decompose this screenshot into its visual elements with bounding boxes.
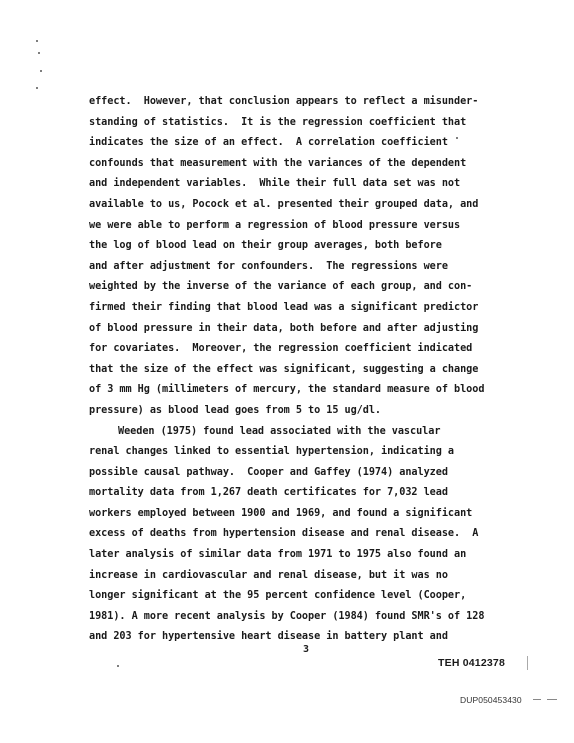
production-number: DUP050453430 (460, 695, 522, 705)
page-number: 3 (303, 644, 310, 655)
text-line: for covariates. Moreover, the regression coefficient indicated (89, 343, 473, 355)
scan-speck (117, 665, 119, 667)
scan-speck (40, 70, 42, 72)
scan-speck (456, 137, 458, 139)
text-line: later analysis of similar data from 1971 to 1975 also found an (89, 549, 467, 561)
text-line: of blood pressure in their data, both before and after adjusting (89, 322, 479, 334)
text-line: workers employed between 1900 and 1969, and found a significant (89, 507, 473, 519)
text-line: of 3 mm Hg (millimeters of mercury, the standard measure of blood (89, 384, 485, 396)
text-line: we were able to perform a regression of blood pressure versus (89, 219, 461, 231)
paragraph-first-line: Weeden (1975) found lead associated with the vascular (118, 425, 441, 437)
scan-speck (38, 52, 40, 54)
text-line: available to us, Pocock et al. presented their grouped data, and (89, 198, 479, 210)
text-line: that the size of the effect was significant, suggesting a change (89, 363, 479, 375)
text-line: and 203 for hypertensive heart disease in battery plant and (89, 631, 448, 643)
scan-speck (36, 40, 38, 42)
text-line: 1981). A more recent analysis by Cooper (1984) found SMR's of 128 (89, 610, 485, 622)
scan-dash-mark (533, 699, 541, 700)
text-line: and after adjustment for confounders. The regressions were (89, 260, 448, 272)
text-line: standing of statistics. It is the regression coefficient that (89, 116, 467, 128)
text-line: weighted by the inverse of the variance of each group, and con- (89, 281, 473, 293)
text-line: and independent variables. While their full data set was not (89, 178, 461, 190)
text-line: longer significant at the 95 percent confidence level (Cooper, (89, 590, 467, 602)
scan-bracket-mark (524, 656, 528, 670)
scan-speck (36, 87, 38, 89)
text-line: mortality data from 1,267 death certificates for 7,032 lead (89, 487, 448, 499)
scan-dash-mark (547, 699, 557, 700)
text-line: confounds that measurement with the variances of the dependent (89, 157, 467, 169)
body-text (89, 92, 499, 648)
text-line: possible causal pathway. Cooper and Gaffey (1974) analyzed (89, 466, 448, 478)
text-line: increase in cardiovascular and renal disease, but it was no (89, 569, 448, 581)
text-line: pressure) as blood lead goes from 5 to 15 ug/dl. (89, 404, 382, 416)
text-line: effect. However, that conclusion appears to reflect a misunder- (89, 96, 479, 107)
bates-number: TEH 0412378 (438, 657, 505, 669)
text-line: the log of blood lead on their group averages, both before (89, 240, 442, 252)
text-line: renal changes linked to essential hypertension, indicating a (89, 446, 455, 458)
text-line: indicates the size of an effect. A correlation coefficient (89, 137, 448, 149)
text-line: firmed their finding that blood lead was a significant predictor (89, 301, 479, 313)
text-line: excess of deaths from hypertension disease and renal disease. A (89, 528, 479, 540)
